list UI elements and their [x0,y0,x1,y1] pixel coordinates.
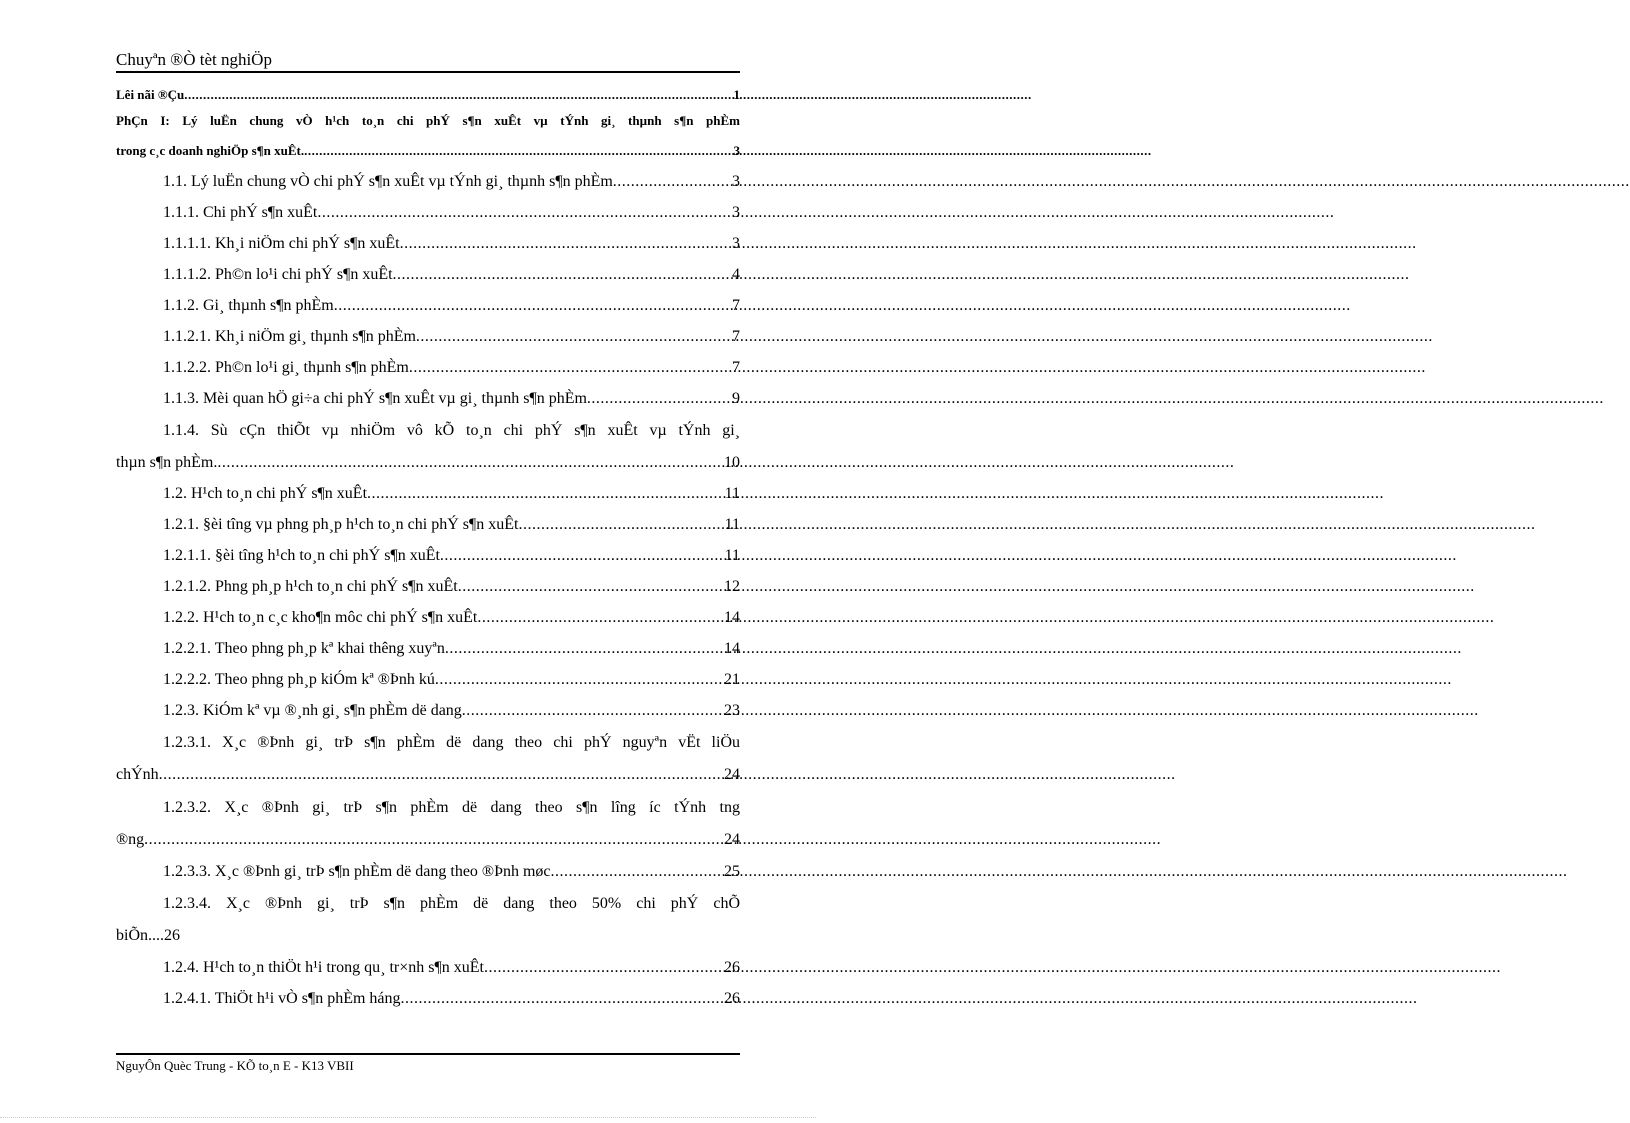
toc-entry-1-2-3-1-cont[interactable] [116,766,740,784]
toc-entry-text: ®ng [116,831,145,848]
toc-entry-1-1[interactable] [163,173,740,191]
toc-entry-page: 3 [732,235,740,252]
toc-entry-text: biÕn....26 [116,927,180,944]
toc-leader [435,671,724,689]
toc-entry-phan-i-cont[interactable] [116,143,740,159]
toc-leader [587,390,732,408]
toc-entry-1-2-2[interactable] [163,609,740,627]
toc-entry-text: trong c¸c doanh nghiÖp s¶n xuÊt. [116,143,305,158]
toc-leader [217,454,724,472]
toc-leader [445,640,724,658]
toc-leader [462,702,724,720]
toc-entry-text: PhÇn I: Lý luËn chung vÒ h¹ch to¸n chi phÝ s¶n xuÊt vµ tÝnh gi¸ thµnh s¶n phÈm [116,113,740,128]
footer-rule [116,1053,740,1055]
toc-leader [334,297,732,315]
toc-entry-page: 26 [724,959,740,976]
toc-entry-text: 1.2.2. H¹ch to¸n c¸c kho¶n môc chi phÝ s¶n xuÊt [163,609,478,626]
toc-entry-1-2-1[interactable] [163,516,740,534]
toc-leader [440,547,725,565]
toc-entry-text: 1.2.1. §èi tîng vµ phng ph¸p h¹ch to¸n chi phÝ s¶n xuÊt [163,516,519,533]
toc-entry-loi-noi-dau[interactable] [116,87,740,103]
toc-leader [477,609,724,627]
toc-entry-1-2-3[interactable] [163,702,740,720]
toc-leader [613,173,732,191]
toc-entry-text: 1.2.1.2. Phng ph¸p h¹ch to¸n chi phÝ s¶n xuÊt [163,578,458,595]
toc-entry-text: 1.2.3.2. X¸c ®Þnh gi¸ trÞ s¶n phÈm dë dang theo s¶n lîng íc tÝnh tng [163,799,740,816]
toc-entry-1-2-3-3[interactable] [163,863,740,881]
toc-entry-1-2-3-2-cont[interactable] [116,831,740,849]
toc-entry-page: 14 [724,609,740,626]
toc-entry-phan-i[interactable] [116,113,740,129]
page-footer-author: NguyÔn Quèc Trung - KÕ to¸n E - K13 VBII [116,1058,354,1073]
toc-entry-page: 7 [732,297,740,314]
toc-leader [484,959,724,977]
toc-entry-page: 11 [724,547,740,564]
page-edge [0,1117,816,1118]
toc-entry-text: 1.1.2. Gi¸ thµnh s¶n phÈm [163,297,334,314]
toc-entry-text: 1.2.2.2. Theo phng ph¸p kiÓm kª ®Þnh kú [163,671,435,688]
toc-entry-1-2-3-4-cont[interactable] [116,927,740,945]
toc-leader [144,831,724,849]
toc-leader [159,766,724,784]
toc-entry-page: 3 [732,204,740,221]
toc-entry-text: 1.1.4. Sù cÇn thiÕt vµ nhiÖm vô kÕ to¸n chi phÝ s¶n xuÊt vµ tÝnh gi¸ [163,422,740,439]
toc-entry-1-2[interactable] [163,485,740,503]
toc-entry-text: 1.1.3. Mèi quan hÖ gi÷a chi phÝ s¶n xuÊt vµ gi¸ thµnh s¶n phÈm [163,390,587,407]
toc-entry-page: 10 [724,454,740,471]
toc-leader [416,328,732,346]
toc-entry-1-1-1-2[interactable] [163,266,740,284]
toc-entry-1-1-1-1[interactable] [163,235,740,253]
toc-entry-page: 3 [733,143,740,158]
toc-entry-1-2-1-1[interactable] [163,547,740,565]
toc-entry-text: 1.2.3.4. X¸c ®Þnh gi¸ trÞ s¶n phÈm dë dang theo 50% chi phÝ chÕ [163,895,740,912]
toc-entry-page: 25 [724,863,740,880]
toc-entry-text: 1.1.2.2. Ph©n lo¹i gi¸ thµnh s¶n phÈm [163,359,409,376]
toc-entry-text: 1.1. Lý luËn chung vÒ chi phÝ s¶n xuÊt vµ tÝnh gi¸ thµnh s¶n phÈm [163,173,613,190]
toc-entry-text: 1.2.3. KiÓm kª vµ ®¸nh gi¸ s¶n phÈm dë dang [163,702,462,719]
toc-entry-1-1-1[interactable] [163,204,740,222]
toc-entry-text: 1.2.4.1. ThiÖt h¹i vÒ s¶n phÈm háng [163,990,401,1007]
toc-entry-text: 1.2.3.1. X¸c ®Þnh gi¸ trÞ s¶n phÈm dë dang theo chi phÝ nguyªn vËt liÖu [163,734,740,751]
toc-entry-text: Lêi nãi ®Çu [116,87,185,102]
toc-leader [551,863,724,881]
toc-leader [304,143,733,159]
toc-leader [400,235,732,253]
toc-entry-text: 1.1.1.1. Kh¸i niÖm chi phÝ s¶n xuÊt [163,235,400,252]
header-rule [116,71,740,73]
toc-entry-page: 24 [724,831,740,848]
toc-entry-1-1-2[interactable] [163,297,740,315]
toc-leader [409,359,732,377]
toc-leader [184,87,733,103]
toc-entry-text: chÝnh [116,766,159,783]
toc-entry-1-1-4-cont[interactable] [116,454,740,472]
toc-leader [393,266,732,284]
toc-entry-page: 26 [724,990,740,1007]
toc-leader [401,990,724,1008]
toc-leader [317,204,732,222]
toc-entry-text: 1.2.1.1. §èi tîng h¹ch to¸n chi phÝ s¶n xuÊt [163,547,440,564]
toc-entry-text: 1.2.3.3. X¸c ®Þnh gi¸ trÞ s¶n phÈm dë dang theo ®Þnh møc [163,863,551,880]
toc-entry-text: 1.1.2.1. Kh¸i niÖm gi¸ thµnh s¶n phÈm [163,328,416,345]
toc-entry-1-1-4[interactable] [163,422,740,440]
toc-entry-page: 12 [724,578,740,595]
toc-entry-1-2-4[interactable] [163,959,740,977]
toc-entry-1-2-4-1[interactable] [163,990,740,1008]
toc-entry-page: 9 [732,390,740,407]
toc-entry-text: 1.1.1.2. Ph©n lo¹i chi phÝ s¶n xuÊt [163,266,393,283]
toc-entry-1-2-1-2[interactable] [163,578,740,596]
toc-entry-text: 1.2.2.1. Theo phng ph¸p kª khai thêng xuyªn [163,640,445,657]
toc-entry-page: 14 [724,640,740,657]
toc-entry-page: 3 [732,173,740,190]
toc-entry-text: thµn s¶n phÈm. [116,454,218,471]
toc-entry-page: 11 [724,516,740,533]
toc-entry-1-2-3-2[interactable] [163,799,740,817]
toc-entry-1-2-2-1[interactable] [163,640,740,658]
page-header-title: Chuyªn ®Ò tèt nghiÖp [116,50,272,69]
toc-entry-text: 1.2.4. H¹ch to¸n thiÖt h¹i trong qu¸ tr×nh s¶n xuÊt [163,959,484,976]
toc-entry-text: 1.1.1. Chi phÝ s¶n xuÊt [163,204,318,221]
toc-entry-page: 1 [733,87,740,102]
toc-leader [367,485,725,503]
toc-entry-1-1-3[interactable] [163,390,740,408]
toc-entry-page: 23 [724,702,740,719]
toc-entry-page: 24 [724,766,740,783]
toc-leader [458,578,724,596]
toc-entry-page: 7 [732,359,740,376]
toc-entry-page: 11 [724,485,740,502]
toc-entry-1-2-3-1[interactable] [163,734,740,752]
toc-entry-1-2-2-2[interactable] [163,671,740,689]
toc-entry-page: 4 [732,266,740,283]
toc-entry-1-1-2-2[interactable] [163,359,740,377]
toc-entry-1-1-2-1[interactable] [163,328,740,346]
toc-entry-page: 7 [732,328,740,345]
toc-entry-page: 21 [724,671,740,688]
toc-entry-1-2-3-4[interactable] [163,895,740,913]
toc-leader [518,516,724,534]
toc-entry-text: 1.2. H¹ch to¸n chi phÝ s¶n xuÊt [163,485,368,502]
